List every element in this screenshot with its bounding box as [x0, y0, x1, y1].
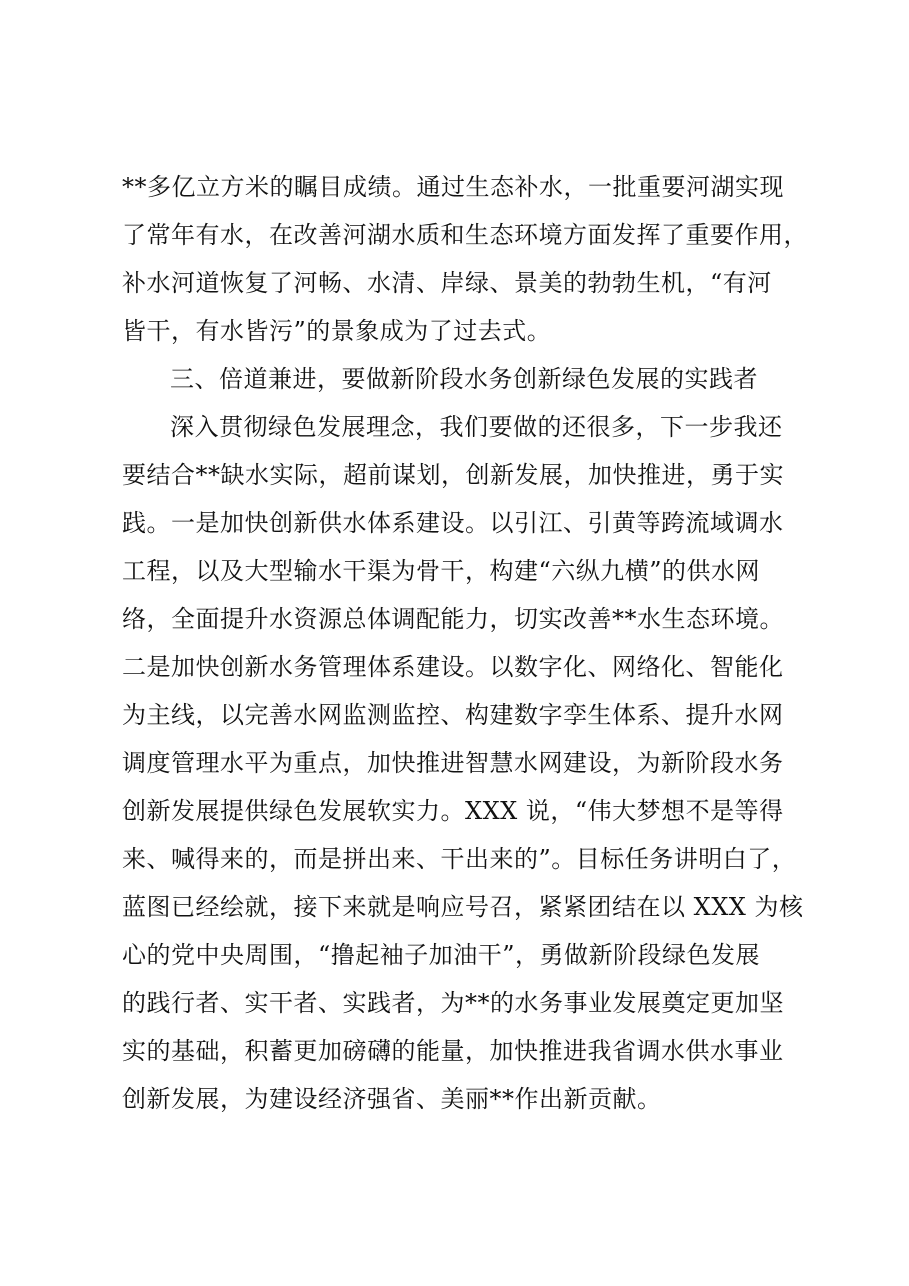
paragraph-line: 二是加快创新水务管理体系建设。以数字化、网络化、智能化 [122, 653, 784, 681]
paragraph-line: 心的党中央周围，“撸起袖子加油干”，勇做新阶段绿色发展 [122, 941, 761, 969]
paragraph-line: 来、喊得来的，而是拼出来、干出来的”。目标任务讲明白了， [122, 845, 797, 873]
paragraph-line: 深入贯彻绿色发展理念，我们要做的还很多，下一步我还 [170, 413, 783, 441]
paragraph-line: 络，全面提升水资源总体调配能力，切实改善**水生态环境。 [122, 605, 784, 633]
paragraph-line: 皆干，有水皆污”的景象成为了过去式。 [122, 317, 552, 345]
section-heading: 三、倍道兼进，要做新阶段水务创新绿色发展的实践者 [170, 365, 758, 393]
paragraph-line: 调度管理水平为重点，加快推进智慧水网建设，为新阶段水务 [122, 749, 784, 777]
paragraph-line: 工程，以及大型输水干渠为骨干，构建“六纵九横”的供水网 [122, 557, 761, 585]
paragraph-line: 要结合**缺水实际，超前谋划，创新发展，加快推进，勇于实 [122, 461, 784, 489]
paragraph-line: 的践行者、实干者、实践者，为**的水务事业发展奠定更加坚 [122, 989, 784, 1017]
paragraph-line: 创新发展提供绿色发展软实力。XXX 说，“伟大梦想不是等得 [122, 797, 784, 825]
paragraph-line: 补水河道恢复了河畅、水清、岸绿、景美的勃勃生机，“有河 [122, 269, 772, 297]
paragraph-line: 实的基础，积蓄更加磅礴的能量，加快推进我省调水供水事业 [122, 1037, 784, 1065]
paragraph-line: 蓝图已经绘就，接下来就是响应号召，紧紧团结在以 XXX 为核 [122, 893, 804, 921]
paragraph-line: 了常年有水，在改善河湖水质和生态环境方面发挥了重要作用， [122, 221, 808, 249]
paragraph-line: **多亿立方米的瞩目成绩。通过生态补水，一批重要河湖实现 [122, 173, 784, 201]
paragraph-line: 践。一是加快创新供水体系建设。以引江、引黄等跨流域调水 [122, 509, 784, 537]
paragraph-line: 创新发展，为建设经济强省、美丽**作出新贡献。 [122, 1085, 662, 1113]
paragraph-line: 为主线，以完善水网监测监控、构建数字孪生体系、提升水网 [122, 701, 784, 729]
